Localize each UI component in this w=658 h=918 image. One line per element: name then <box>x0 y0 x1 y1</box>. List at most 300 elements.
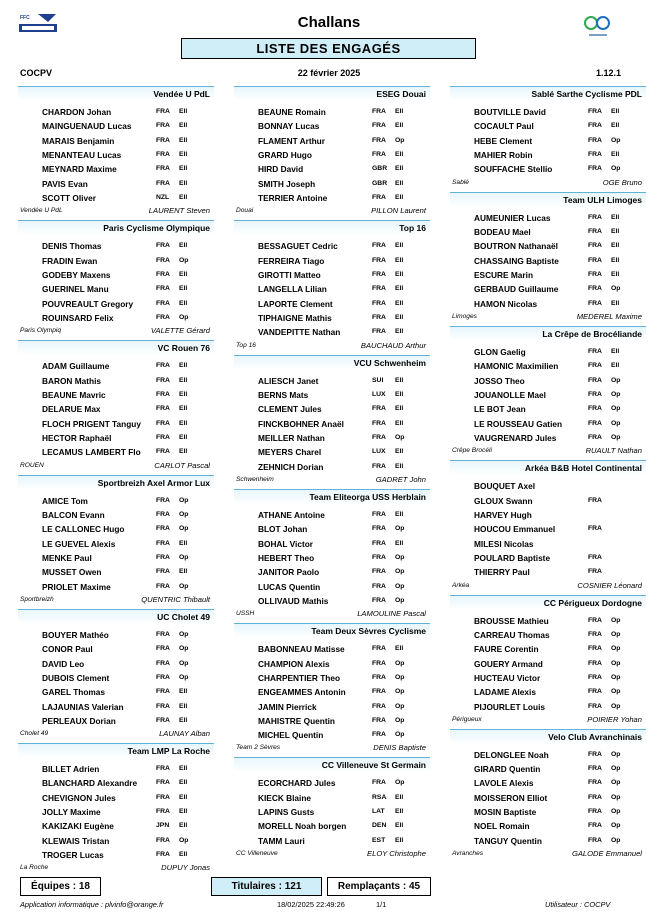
rider-name: ZEHNICH Dorian <box>258 461 324 472</box>
rider-row <box>234 282 430 296</box>
rider-nationality: FRA <box>372 136 386 144</box>
print-timestamp: 18/02/2025 22:49:26 <box>277 900 345 909</box>
rider-category: Op <box>179 553 189 561</box>
rider-name: CLEMENT Jules <box>258 404 322 415</box>
rider-name: HAMONIC Maximilien <box>474 361 559 372</box>
rider-category: Ell <box>179 270 188 278</box>
rider-nationality: FRA <box>588 122 602 130</box>
rider-nationality: FRA <box>156 688 170 696</box>
rider-name: DUBOIS Clement <box>42 672 110 683</box>
rider-nationality: FRA <box>156 659 170 667</box>
rider-row <box>18 311 214 325</box>
rider-nationality: FRA <box>156 808 170 816</box>
rider-category: Op <box>395 688 405 696</box>
team-name: Team Deux Sèvres Cyclisme <box>234 623 430 638</box>
rider-nationality: FRA <box>372 553 386 561</box>
rider-row <box>450 628 646 642</box>
rider-name: BEAUNE Mavric <box>42 389 106 400</box>
rider-row <box>18 791 214 805</box>
rider-name: JOLLY Maxime <box>42 807 101 818</box>
rider-name: BLANCHARD Alexandre <box>42 778 138 789</box>
rider-category: Ell <box>611 299 620 307</box>
rider-row <box>18 105 214 119</box>
rider-row <box>18 848 214 862</box>
rider-row <box>234 508 430 522</box>
team-footer <box>450 580 646 595</box>
rider-row <box>18 191 214 205</box>
rider-name: JOUANOLLE Mael <box>474 389 546 400</box>
rider-row <box>234 580 430 594</box>
rider-nationality: FRA <box>588 702 602 710</box>
rider-nationality: FRA <box>156 179 170 187</box>
rider-row <box>18 239 214 253</box>
rider-row <box>234 565 430 579</box>
rider-category: Op <box>395 716 405 724</box>
rider-category: Ell <box>179 376 188 384</box>
team-block <box>18 340 214 474</box>
page-number: 1/1 <box>376 900 387 909</box>
rider-row <box>450 388 646 402</box>
rider-row <box>18 388 214 402</box>
rider-nationality: FRA <box>156 390 170 398</box>
rider-nationality: FRA <box>372 716 386 724</box>
team-footer <box>234 848 430 863</box>
rider-category: Ell <box>179 179 188 187</box>
team-city: Schwenheim <box>236 475 274 483</box>
rider-name: MUSSET Owen <box>42 567 102 578</box>
rider-category: Op <box>611 702 621 710</box>
titulaires-count: Titulaires : 121 <box>211 877 322 896</box>
rider-category: Op <box>611 765 621 773</box>
rider-name: GAREL Thomas <box>42 687 106 698</box>
rider-nationality: LAT <box>372 808 385 816</box>
rider-nationality: FRA <box>588 808 602 816</box>
team-name: Team LMP La Roche <box>18 743 214 758</box>
rider-nationality: FRA <box>156 510 170 518</box>
rider-name: BOUTRON Nathanaël <box>474 241 558 252</box>
rider-name: GERBAUD Guillaume <box>474 284 559 295</box>
rider-nationality: FRA <box>156 539 170 547</box>
rider-name: GOUERY Armand <box>474 658 543 669</box>
rider-nationality: FRA <box>588 419 602 427</box>
rider-row <box>18 445 214 459</box>
rider-nationality: FRA <box>588 779 602 787</box>
team-city: Périgueux <box>452 715 482 723</box>
rider-category: Ell <box>179 405 188 413</box>
rider-category: Ell <box>395 193 404 201</box>
rider-category: Ell <box>395 328 404 336</box>
rider-row <box>234 119 430 133</box>
rider-row <box>450 685 646 699</box>
entry-column-1 <box>18 86 214 877</box>
rider-category: Op <box>395 433 405 441</box>
team-block <box>234 623 430 757</box>
rider-name: MAHIER Robin <box>474 149 533 160</box>
rider-row <box>234 551 430 565</box>
team-city: Sportbreizh <box>20 595 54 603</box>
team-block <box>234 355 430 489</box>
rider-nationality: FRA <box>588 750 602 758</box>
rider-nationality: RSA <box>372 793 387 801</box>
rider-row <box>234 714 430 728</box>
rider-name: ECORCHARD Jules <box>258 778 336 789</box>
rider-row <box>18 819 214 833</box>
team-footer <box>234 340 430 355</box>
team-footer <box>234 608 430 623</box>
rider-row <box>18 148 214 162</box>
rider-name: MOSIN Baptiste <box>474 807 537 818</box>
rider-row <box>234 417 430 431</box>
rider-nationality: FRA <box>156 122 170 130</box>
rider-row <box>450 537 646 551</box>
team-name: VC Rouen 76 <box>18 340 214 355</box>
rider-nationality: SUI <box>372 376 384 384</box>
rider-row <box>18 642 214 656</box>
rider-name: ENGEAMMES Antonin <box>258 687 346 698</box>
team-footer <box>234 474 430 489</box>
rider-row <box>234 239 430 253</box>
rider-nationality: FRA <box>156 673 170 681</box>
rider-nationality: FRA <box>156 405 170 413</box>
rider-row <box>234 374 430 388</box>
rider-category: Op <box>395 596 405 604</box>
rider-category: Ell <box>179 433 188 441</box>
rider-name: BERNS Mats <box>258 389 309 400</box>
rider-category: Ell <box>179 165 188 173</box>
rider-name: BALCON Evann <box>42 509 105 520</box>
rider-category: Ell <box>395 150 404 158</box>
rider-name: DAVID Leo <box>42 658 85 669</box>
team-footer <box>234 742 430 757</box>
rider-category: Ell <box>179 299 188 307</box>
rider-row <box>450 211 646 225</box>
team-footer <box>18 862 214 877</box>
rider-row <box>18 254 214 268</box>
team-director: COSNIER Léonard <box>577 580 642 590</box>
rider-name: HUCTEAU Victor <box>474 672 541 683</box>
team-name: Arkéa B&B Hotel Continental <box>450 460 646 475</box>
rider-name: POUVREAULT Gregory <box>42 298 134 309</box>
rider-category: Ell <box>395 822 404 830</box>
rider-row <box>450 805 646 819</box>
rider-category: Ell <box>179 448 188 456</box>
rider-nationality: FRA <box>156 836 170 844</box>
team-director: POIRIER Yohan <box>587 714 642 724</box>
rider-row <box>18 297 214 311</box>
rider-name: SMITH Joseph <box>258 178 316 189</box>
rider-nationality: FRA <box>372 582 386 590</box>
rider-category: Op <box>395 659 405 667</box>
team-director: LAURENT Steven <box>148 206 210 216</box>
entry-column-2 <box>234 86 430 863</box>
team-block <box>450 595 646 729</box>
rider-category: Op <box>395 568 405 576</box>
rider-name: ADAM Guillaume <box>42 361 110 372</box>
team-block <box>18 475 214 609</box>
rider-nationality: FRA <box>156 496 170 504</box>
rider-name: CHARPENTIER Theo <box>258 672 341 683</box>
rider-nationality: FRA <box>156 716 170 724</box>
rider-row <box>450 791 646 805</box>
rider-category: Ell <box>179 419 188 427</box>
rider-row <box>450 297 646 311</box>
rider-category: Op <box>395 136 405 144</box>
rider-nationality: GBR <box>372 165 388 173</box>
rider-row <box>18 762 214 776</box>
rider-nationality: FRA <box>156 165 170 173</box>
rider-row <box>234 700 430 714</box>
rider-name: JAMIN Pierrick <box>258 701 317 712</box>
rider-nationality: FRA <box>156 702 170 710</box>
team-name: Top 16 <box>234 220 430 235</box>
rider-category: Op <box>179 510 189 518</box>
rider-category: Ell <box>179 568 188 576</box>
rider-nationality: FRA <box>372 510 386 518</box>
team-city: La Roche <box>20 864 49 872</box>
rider-category: Op <box>611 688 621 696</box>
team-city: Vendée U PdL <box>20 207 63 215</box>
rider-nationality: FRA <box>588 213 602 221</box>
rider-row <box>234 134 430 148</box>
rider-name: JOSSO Theo <box>474 375 525 386</box>
rider-name: HIRD David <box>258 164 304 175</box>
rider-category: Ell <box>395 419 404 427</box>
team-name: ESEG Douai <box>234 86 430 101</box>
rider-nationality: FRA <box>372 285 386 293</box>
rider-nationality: FRA <box>156 150 170 158</box>
rider-nationality: FRA <box>588 108 602 115</box>
rider-nationality: FRA <box>372 242 386 250</box>
rider-name: LAPINS Gusts <box>258 807 315 818</box>
team-name: Velo Club Avranchinais <box>450 729 646 744</box>
rider-category: Op <box>611 779 621 787</box>
rider-name: HARVEY Hugh <box>474 509 532 520</box>
rider-row <box>234 162 430 176</box>
rider-row <box>18 359 214 373</box>
rider-nationality: FRA <box>372 659 386 667</box>
rider-name: FINCKBOHNER Anaël <box>258 418 344 429</box>
rider-row <box>18 162 214 176</box>
rider-nationality: FRA <box>588 347 602 355</box>
rider-category: Ell <box>395 108 404 115</box>
rider-name: MAHISTRE Quentin <box>258 715 335 726</box>
team-block <box>234 757 430 863</box>
team-block <box>18 609 214 743</box>
rider-name: NOEL Romain <box>474 821 530 832</box>
rider-row <box>234 460 430 474</box>
rider-name: DELARUE Max <box>42 404 101 415</box>
rider-row <box>18 134 214 148</box>
team-city: Douai <box>236 207 254 215</box>
rider-category: Ell <box>179 122 188 130</box>
rider-row <box>450 494 646 508</box>
team-city: CC Villeneuve <box>236 850 278 858</box>
rider-category: Ell <box>179 539 188 547</box>
rider-row <box>18 628 214 642</box>
rider-row <box>450 268 646 282</box>
team-footer <box>18 325 214 340</box>
rider-nationality: FRA <box>588 362 602 370</box>
rider-category: Op <box>611 750 621 758</box>
team-footer <box>450 445 646 460</box>
team-block <box>18 86 214 220</box>
team-director: BAUCHAUD Arthur <box>360 340 426 350</box>
rider-name: LAJAUNIAS Valerian <box>42 701 124 712</box>
rider-nationality: FRA <box>156 136 170 144</box>
rider-name: CARREAU Thomas <box>474 629 550 640</box>
team-footer <box>450 848 646 863</box>
rider-category: Op <box>395 779 405 787</box>
rider-row <box>450 374 646 388</box>
rider-name: LUCAS Quentin <box>258 581 321 592</box>
team-director: CARLOT Pascal <box>154 460 210 470</box>
rider-row <box>450 148 646 162</box>
rider-category: Op <box>611 285 621 293</box>
rider-category: Op <box>611 836 621 844</box>
rider-row <box>234 388 430 402</box>
rider-row <box>234 254 430 268</box>
rider-row <box>450 700 646 714</box>
rider-name: BOUTVILLE David <box>474 107 546 117</box>
teams-count: Équipes : 18 <box>20 877 101 896</box>
rider-row <box>450 508 646 522</box>
rider-name: MOISSERON Elliot <box>474 792 548 803</box>
rider-nationality: FRA <box>156 419 170 427</box>
rider-name: AMICE Tom <box>42 495 88 506</box>
rider-name: HAMON Nicolas <box>474 298 538 309</box>
rider-category: Ell <box>395 836 404 844</box>
rider-nationality: FRA <box>588 136 602 144</box>
rider-nationality: FRA <box>372 688 386 696</box>
rider-name: FLOCH PRIGENT Tanguy <box>42 418 141 429</box>
rider-name: MILESI Nicolas <box>474 538 534 549</box>
rider-name: POULARD Baptiste <box>474 552 551 563</box>
rider-row <box>450 359 646 373</box>
rider-row <box>234 297 430 311</box>
rider-name: LADAME Alexis <box>474 687 536 698</box>
rider-nationality: FRA <box>588 836 602 844</box>
team-footer <box>18 205 214 220</box>
rider-name: BARON Mathis <box>42 375 102 386</box>
team-name: Vendée U PdL <box>18 86 214 101</box>
rider-nationality: FRA <box>372 313 386 321</box>
rider-nationality: FRA <box>372 645 386 653</box>
rider-name: GLON Gaelig <box>474 346 526 357</box>
rider-category: Ell <box>179 362 188 370</box>
rider-row <box>18 508 214 522</box>
rider-name: AUMEUNIER Lucas <box>474 212 551 223</box>
rider-row <box>450 105 646 119</box>
rider-row <box>450 551 646 565</box>
rider-name: CHARDON Johan <box>42 107 112 117</box>
rider-name: MORELL Noah borgen <box>258 821 347 832</box>
rider-name: FAURE Corentin <box>474 644 539 655</box>
rider-name: LE ROUSSEAU Gatien <box>474 418 563 429</box>
rider-name: GODEBY Maxens <box>42 269 111 280</box>
rider-row <box>18 431 214 445</box>
rider-category: Ell <box>611 256 620 264</box>
rider-nationality: FRA <box>588 405 602 413</box>
rider-name: TROGER Lucas <box>42 850 104 861</box>
rider-nationality: FRA <box>372 328 386 336</box>
rider-category: Ell <box>611 150 620 158</box>
rider-name: ATHANE Antoine <box>258 509 325 520</box>
rider-name: PAVIS Evan <box>42 178 88 189</box>
rider-nationality: FRA <box>588 525 602 533</box>
rider-row <box>450 402 646 416</box>
rider-category: Op <box>395 673 405 681</box>
rider-row <box>18 685 214 699</box>
rider-category: Ell <box>611 122 620 130</box>
rider-name: VANDEPITTE Nathan <box>258 327 341 338</box>
rider-name: SOUFFACHE Stellio <box>474 164 553 175</box>
rider-row <box>234 657 430 671</box>
team-name: VCU Schwenheim <box>234 355 430 370</box>
rider-nationality: LUX <box>372 390 386 398</box>
rider-name: GIROTTI Matteo <box>258 269 321 280</box>
rider-row <box>450 479 646 493</box>
rider-category: Op <box>611 645 621 653</box>
rider-category: Ell <box>395 179 404 187</box>
rider-name: THIERRY Paul <box>474 567 530 578</box>
rider-nationality: LUX <box>372 448 386 456</box>
rider-name: HEBE Clement <box>474 135 533 146</box>
rider-name: FLAMENT Arthur <box>258 135 325 146</box>
rider-name: PRIOLET Maxime <box>42 581 111 592</box>
rider-nationality: FRA <box>372 779 386 787</box>
team-director: LAMOULINE Pascal <box>357 609 426 619</box>
rider-category: Op <box>611 793 621 801</box>
rider-row <box>234 177 430 191</box>
rider-row <box>450 239 646 253</box>
rider-name: LECAMUS LAMBERT Flo <box>42 447 141 458</box>
rider-row <box>18 282 214 296</box>
rider-name: PERLEAUX Dorian <box>42 715 116 726</box>
rider-row <box>234 325 430 339</box>
rider-nationality: FRA <box>372 108 386 115</box>
rider-row <box>18 374 214 388</box>
team-city: Avranches <box>452 850 484 858</box>
rider-category: Op <box>611 433 621 441</box>
rider-row <box>18 417 214 431</box>
rider-category: Ell <box>179 390 188 398</box>
rider-row <box>450 431 646 445</box>
rider-nationality: DEN <box>372 822 387 830</box>
rider-nationality: FRA <box>156 108 170 115</box>
team-name: Paris Cyclisme Olympique <box>18 220 214 235</box>
rider-row <box>450 776 646 790</box>
svg-text:FFC: FFC <box>20 15 30 21</box>
rider-row <box>18 776 214 790</box>
team-block <box>234 86 430 220</box>
rider-name: BODEAU Mael <box>474 226 531 237</box>
rider-name: JANITOR Paolo <box>258 567 320 578</box>
rider-category: Ell <box>395 405 404 413</box>
rider-category: Ell <box>395 242 404 250</box>
rider-nationality: FRA <box>588 299 602 307</box>
rider-category: Ell <box>179 716 188 724</box>
app-credit: Application informatique : plvinfo@orange.fr <box>20 900 164 909</box>
rider-name: BEAUNE Romain <box>258 107 326 117</box>
rider-row <box>234 805 430 819</box>
rider-name: KLEWAIS Tristan <box>42 835 110 846</box>
rider-nationality: FRA <box>588 822 602 830</box>
team-director: DUPUY Jonas <box>161 863 210 873</box>
rider-row <box>234 537 430 551</box>
rider-nationality: FRA <box>372 525 386 533</box>
rider-category: Ell <box>611 108 620 115</box>
rider-name: LAVOLE Alexis <box>474 778 534 789</box>
